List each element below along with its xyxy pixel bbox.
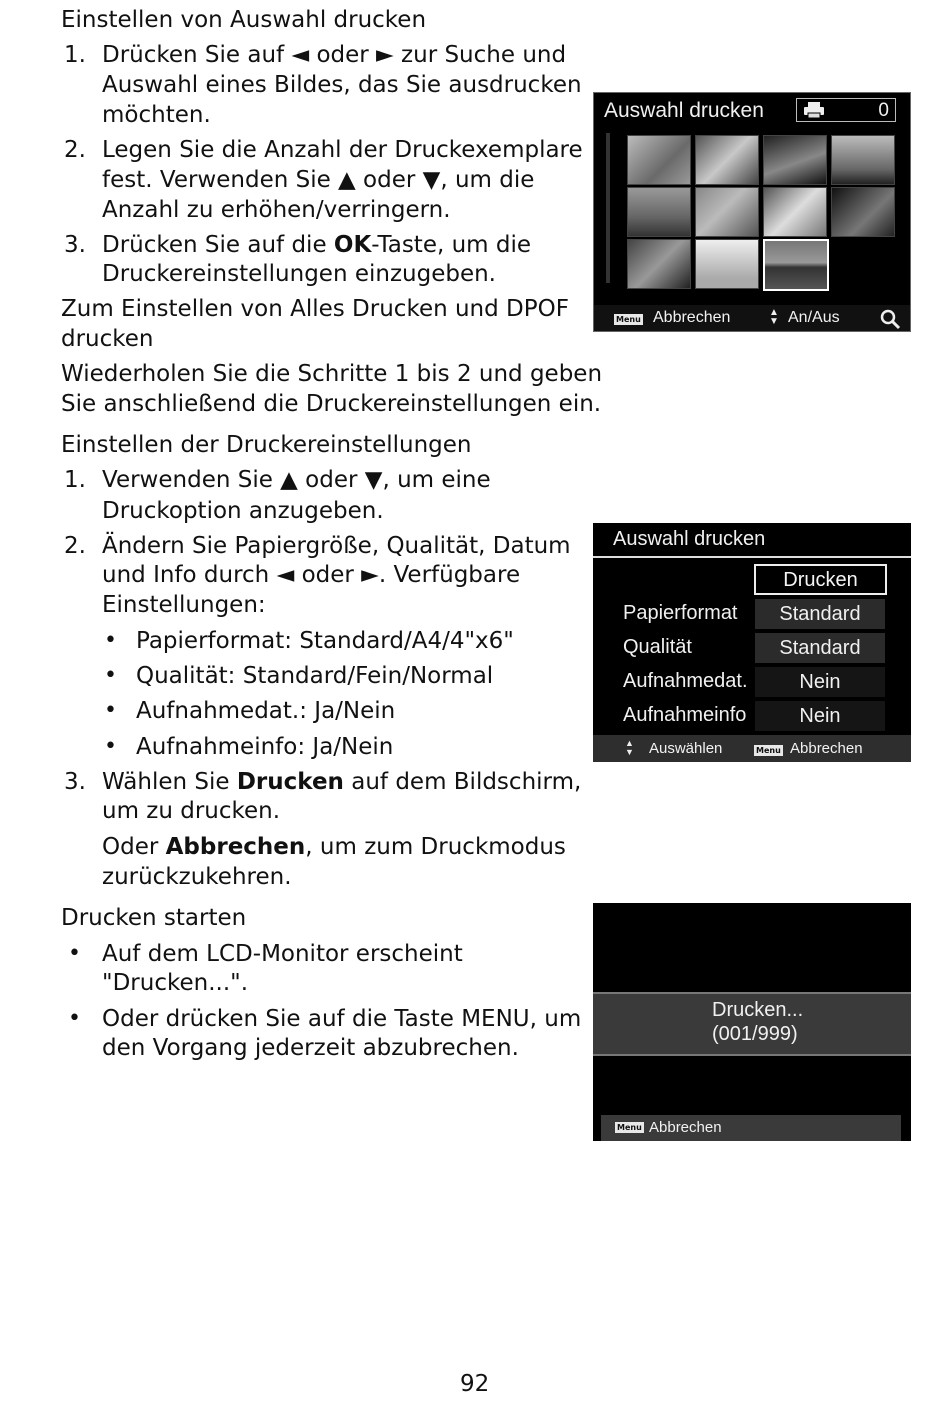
option-item: Aufnahmeinfo: Ja/Nein (136, 734, 394, 760)
up-down-icon: ▲ ▼ (625, 738, 634, 757)
bullet-text: Auf dem LCD-Monitor erscheint (102, 941, 463, 967)
setting-value-quality[interactable]: Standard (755, 633, 885, 663)
step-text: Einstellungen: (102, 592, 266, 618)
step-text: Druckoption anzugeben. (102, 498, 384, 524)
step-number: 3. (64, 232, 86, 258)
status-line: Drucken... (712, 999, 804, 1021)
section-heading-start-print: Drucken starten (61, 905, 247, 931)
thumbnail-teddy-bear[interactable] (695, 239, 759, 289)
step-text: Ändern Sie Papiergröße, Qualität, Datum (102, 533, 571, 559)
camera-screen-print-settings (593, 523, 911, 762)
setting-value-shot-date[interactable]: Nein (755, 667, 885, 697)
cancel-label: Abbrechen (649, 1119, 722, 1136)
progress-counter: (001/999) (712, 1023, 798, 1045)
step-text: Oder Abbrechen, um zum Druckmodus (102, 834, 566, 860)
setting-label: Qualität (623, 636, 692, 658)
thumbnail-kids-glasses[interactable] (695, 187, 759, 237)
step-number: 2. (64, 137, 86, 163)
thumbnail-portrait-woman[interactable] (627, 135, 691, 185)
screen-footer (601, 1115, 901, 1141)
menu-chip: Menu (756, 746, 781, 755)
step-text: und Info durch ◄ oder ►. Verfügbare (102, 562, 521, 588)
bullet: • (104, 698, 117, 723)
thumbnail-road-night[interactable] (763, 135, 827, 185)
thumbnail-couple[interactable] (695, 135, 759, 185)
cancel-label: Abbrechen (790, 740, 863, 757)
setting-value-paper-format[interactable]: Standard (755, 599, 885, 629)
bullet: • (68, 941, 81, 966)
step-text: Drücken Sie auf die OK-Taste, um die (102, 232, 532, 258)
print-count-box (796, 98, 896, 122)
printer-icon (802, 101, 826, 119)
print-button[interactable]: Drucken (754, 564, 887, 595)
section-heading-all-print: Zum Einstellen von Alles Drucken und DPOF (61, 296, 569, 322)
bullet: • (68, 1006, 81, 1031)
select-label: Auswählen (649, 740, 723, 757)
thumbnail-jumping-girl[interactable] (627, 187, 691, 237)
section-heading-print-settings: Einstellen der Druckereinstellungen (61, 432, 472, 458)
step-text: Anzahl zu erhöhen/verringern. (102, 197, 451, 223)
screen-title: Auswahl drucken (604, 99, 764, 122)
setting-label: Aufnahmedat. (623, 670, 748, 692)
step-text: fest. Verwenden Sie ▲ oder ▼, um die (102, 167, 535, 193)
step-text: Drücken Sie auf ◄ oder ► zur Suche und (102, 42, 567, 68)
option-item: Qualität: Standard/Fein/Normal (136, 663, 494, 689)
option-item: Papierformat: Standard/A4/4"x6" (136, 628, 514, 654)
section-heading-select-print: Einstellen von Auswahl drucken (61, 7, 427, 33)
setting-label: Aufnahmeinfo (623, 704, 747, 726)
paragraph: Sie anschließend die Druckereinstellungen ein. (61, 391, 602, 417)
print-keyword: Drucken (236, 769, 344, 795)
magnifier-icon[interactable] (879, 308, 901, 330)
cancel-label: Abbrechen (653, 309, 731, 326)
section-heading-all-print: drucken (61, 326, 154, 352)
thumbnail-clock-tower[interactable] (831, 135, 895, 185)
print-count: 0 (878, 100, 889, 121)
step-number: 1. (64, 467, 86, 493)
camera-screen-printing (593, 903, 911, 1141)
step-number: 1. (64, 42, 86, 68)
step-text: möchten. (102, 102, 211, 128)
bullet: • (104, 628, 117, 653)
page-number: 92 (460, 1371, 490, 1397)
setting-label: Papierformat (623, 602, 738, 624)
ok-key-label: OK (333, 232, 372, 258)
step-text: Auswahl eines Bildes, das Sie ausdrucken (102, 72, 582, 98)
thumbnail-leaf[interactable] (831, 187, 895, 237)
thumbnail-landscape-selected[interactable] (763, 239, 829, 291)
screen-title: Auswahl drucken (613, 528, 766, 550)
step-text: Legen Sie die Anzahl der Druckexemplare (102, 137, 583, 163)
step-text: um zu drucken. (102, 798, 281, 824)
step-text: Druckereinstellungen einzugeben. (102, 261, 496, 287)
screen-footer (593, 735, 911, 762)
camera-screen-select-print (593, 92, 911, 332)
paragraph: Wiederholen Sie die Schritte 1 bis 2 und geben (61, 361, 603, 387)
bullet-text: "Drucken...". (102, 970, 249, 996)
step-text: Verwenden Sie ▲ oder ▼, um eine (102, 467, 491, 493)
step-number: 3. (64, 769, 86, 795)
thumbnail-hair[interactable] (627, 239, 691, 289)
option-item: Aufnahmedat.: Ja/Nein (136, 698, 396, 724)
bullet: • (104, 663, 117, 688)
bullet: • (104, 734, 117, 759)
step-number: 2. (64, 533, 86, 559)
thumbnail-baby[interactable] (763, 187, 827, 237)
step-text: zurückzukehren. (102, 864, 292, 890)
bullet-text: Oder drücken Sie auf die Taste MENU, um (102, 1006, 582, 1032)
menu-chip: Menu (617, 1123, 642, 1132)
cancel-keyword: Abbrechen (165, 834, 306, 860)
toggle-label: An/Aus (788, 309, 840, 326)
setting-value-shot-info[interactable]: Nein (755, 701, 885, 731)
menu-chip: Menu (616, 315, 641, 324)
title-divider (593, 556, 911, 558)
scrollbar[interactable] (606, 133, 610, 283)
bullet-text: den Vorgang jederzeit abzubrechen. (102, 1035, 519, 1061)
step-text: Wählen Sie Drucken auf dem Bildschirm, (102, 769, 582, 795)
up-down-icon: ▲ ▼ (769, 307, 779, 327)
